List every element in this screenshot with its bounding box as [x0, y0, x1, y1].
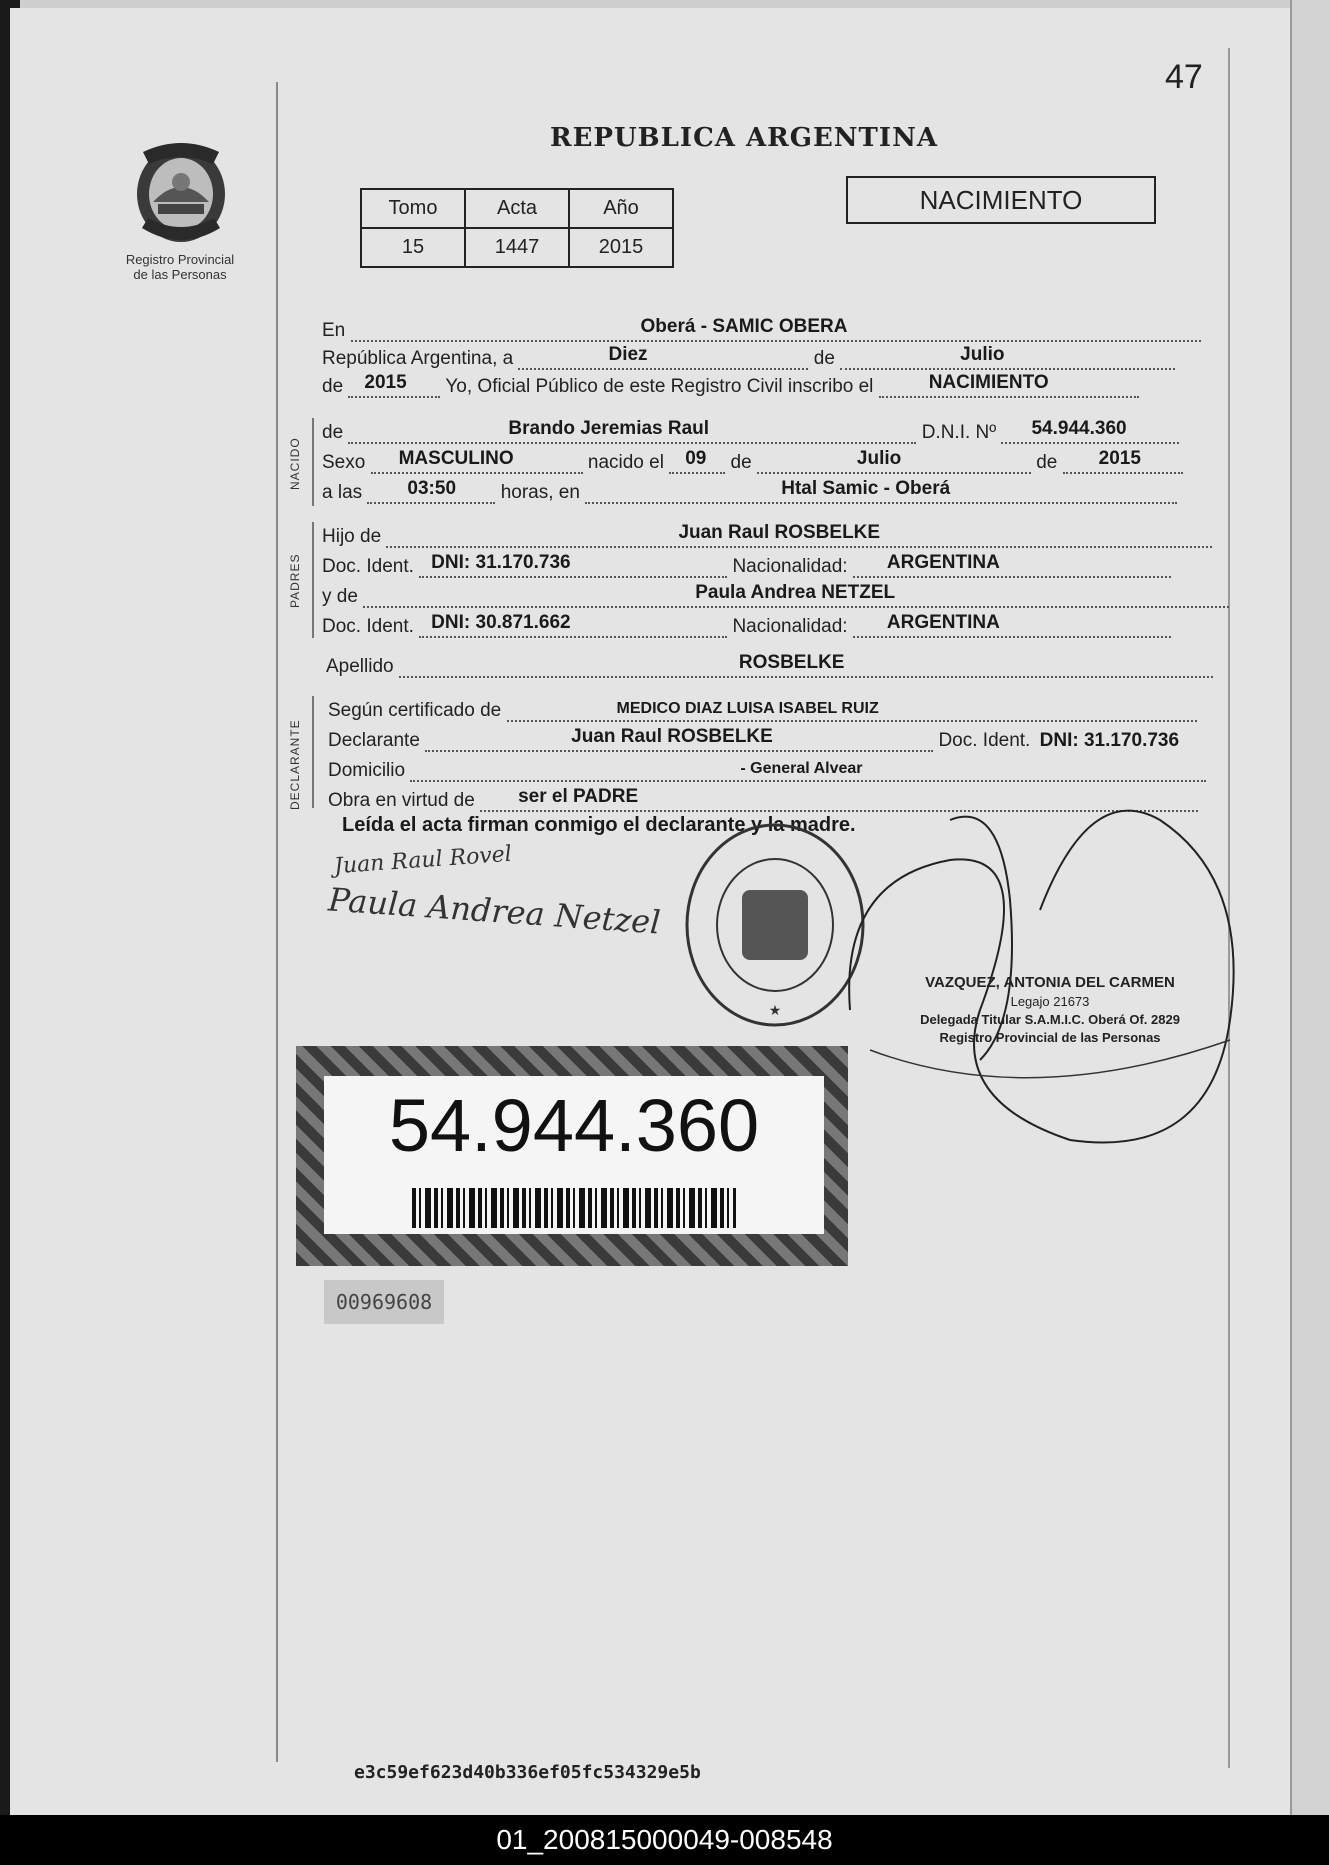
official-title: Delegada Titular S.A.M.I.C. Oberá Of. 2829 — [920, 1012, 1180, 1027]
page-number: 47 — [1165, 58, 1203, 96]
registry-name — [110, 252, 250, 282]
apellido-value: ROSBELKE — [738, 652, 845, 673]
act-type-value: NACIMIENTO — [928, 372, 1049, 393]
dni-sticker-inner — [324, 1076, 824, 1234]
dni-sticker — [296, 1046, 848, 1266]
official-name: VAZQUEZ, ANTONIA DEL CARMEN — [925, 974, 1175, 991]
de-label: de — [813, 348, 835, 369]
intro-line-2 — [322, 344, 1175, 370]
father-name-value: Juan Raul ROSBELKE — [678, 522, 881, 543]
cert-label: Según certificado de — [328, 700, 502, 721]
nacido-bracket — [312, 418, 314, 506]
reason-label: Obra en virtud de — [328, 790, 475, 811]
padres-line-2 — [322, 552, 1171, 578]
nacido-label: NACIDO — [288, 437, 302, 490]
child-name-field — [348, 418, 916, 444]
time-label: a las — [322, 482, 363, 503]
declarant-label: Declarante — [328, 730, 420, 751]
time-field — [367, 478, 495, 504]
mother-name-field — [363, 582, 1229, 608]
register-table — [360, 188, 674, 268]
table-header-tomo: Tomo — [361, 189, 465, 228]
reason-value: ser el PADRE — [518, 786, 639, 807]
stacked-page-edge — [1290, 0, 1329, 1815]
table-value-ano: 2015 — [569, 228, 673, 267]
declarant-field — [425, 726, 933, 752]
certificate-field — [507, 700, 1197, 722]
nacido-line-1 — [322, 418, 1179, 444]
child-dni-field — [1001, 418, 1179, 444]
nacido-line-2 — [322, 448, 1183, 474]
table-header-ano: Año — [569, 189, 673, 228]
closing-statement: Leída el acta firman conmigo el declarante y la madre. — [342, 814, 856, 836]
de-label: de — [730, 452, 752, 473]
time-value: 03:50 — [407, 478, 457, 499]
father-nationality-value: ARGENTINA — [886, 552, 1000, 573]
child-dni-value: 54.944.360 — [1031, 418, 1127, 439]
hours-label: horas, en — [500, 482, 580, 503]
place-field — [351, 316, 1201, 342]
coat-of-arms-icon — [128, 132, 234, 250]
certificate-value: MEDICO DIAZ LUISA ISABEL RUIZ — [616, 700, 879, 717]
birth-place-value: Htal Samic - Oberá — [781, 478, 951, 499]
document-title: REPUBLICA ARGENTINA — [550, 123, 939, 153]
registry-name-line2: de las Personas — [133, 267, 227, 282]
doc-label: Doc. Ident. — [322, 616, 414, 637]
mother-nationality-field — [853, 612, 1171, 638]
officer-text: Yo, Oficial Público de este Registro Civil inscribo el — [445, 376, 874, 397]
mother-signature: Paula Andrea Netzel — [327, 880, 662, 942]
table-header-acta: Acta — [465, 189, 569, 228]
apellido-field — [399, 652, 1213, 678]
document-hash: e3c59ef623d40b336ef05fc534329e5b — [354, 1762, 701, 1783]
father-doc-value: DNI: 31.170.736 — [431, 552, 571, 573]
y-de-label: y de — [322, 586, 358, 607]
declarant-doc-value: DNI: 31.170.736 — [1039, 730, 1180, 751]
year-value: 2015 — [364, 372, 407, 393]
padres-bracket — [312, 522, 314, 638]
en-label: En — [322, 320, 346, 341]
day-value: Diez — [608, 344, 648, 365]
nacido-line-3 — [322, 478, 1177, 504]
serial-stamp: 00969608 — [324, 1280, 444, 1324]
intro-line-3 — [322, 372, 1139, 398]
padres-label: PADRES — [288, 553, 302, 608]
official-signature-icon — [830, 760, 1250, 1160]
domicile-label: Domicilio — [328, 760, 406, 781]
official-legajo: Legajo 21673 — [1010, 994, 1090, 1009]
hijo-label: Hijo de — [322, 526, 382, 547]
mother-nationality-value: ARGENTINA — [886, 612, 1000, 633]
father-signature: Juan Raul Rovel — [333, 841, 513, 880]
declarante-bracket — [312, 696, 314, 808]
doc-label: Doc. Ident. — [322, 556, 414, 577]
birth-year-value: 2015 — [1098, 448, 1141, 469]
sex-field — [371, 448, 583, 474]
year-field — [348, 372, 440, 398]
dni-label: D.N.I. Nº — [921, 422, 997, 443]
mother-doc-field — [419, 612, 727, 638]
table-value-acta: 1447 — [465, 228, 569, 267]
father-nationality-field — [853, 552, 1171, 578]
registry-name-line1: Registro Provincial — [125, 252, 235, 267]
birth-month-field — [757, 448, 1031, 474]
birth-month-value: Julio — [856, 448, 902, 469]
declarant-value: Juan Raul ROSBELKE — [571, 726, 773, 747]
barcode-icon — [412, 1188, 736, 1228]
month-value: Julio — [960, 344, 1005, 365]
declarante-line-1 — [328, 700, 1197, 722]
birth-day-field — [669, 448, 725, 474]
mother-doc-value: DNI: 30.871.662 — [431, 612, 571, 633]
table-value-tomo: 15 — [361, 228, 465, 267]
father-name-field — [386, 522, 1212, 548]
padres-line-4 — [322, 612, 1171, 638]
document-type-box: NACIMIENTO — [846, 176, 1156, 224]
official-registry: Registro Provincial de las Personas — [939, 1030, 1161, 1045]
nationality-label: Nacionalidad: — [732, 616, 848, 637]
child-name-value: Brando Jeremias Raul — [508, 418, 710, 439]
declarante-line-2 — [328, 726, 1180, 752]
left-margin-rule — [276, 82, 278, 1762]
born-label: nacido el — [587, 452, 664, 473]
declarante-label: DECLARANTE — [288, 719, 302, 810]
footer-code: 01_200815000049-008548 — [0, 1815, 1329, 1865]
republic-label: República Argentina, a — [322, 348, 514, 369]
dni-sticker-number: 54.944.360 — [388, 1084, 760, 1167]
day-field — [518, 344, 808, 370]
de-label: de — [322, 376, 344, 397]
intro-line-1 — [322, 316, 1201, 342]
apellido-line — [326, 652, 1213, 678]
de-label: de — [322, 422, 344, 443]
birth-year-field — [1063, 448, 1183, 474]
father-doc-field — [419, 552, 727, 578]
declarant-doc-label: Doc. Ident. — [938, 730, 1031, 751]
mother-name-value: Paula Andrea NETZEL — [695, 582, 896, 603]
padres-line-3 — [322, 582, 1229, 608]
birth-day-value: 09 — [685, 448, 707, 469]
sexo-label: Sexo — [322, 452, 366, 473]
padres-line-1 — [322, 522, 1212, 548]
sex-value: MASCULINO — [398, 448, 514, 469]
svg-text:★: ★ — [768, 1003, 782, 1019]
de-label: de — [1036, 452, 1058, 473]
month-field — [840, 344, 1175, 370]
domicile-value: - General Alvear — [740, 760, 863, 777]
nationality-label: Nacionalidad: — [732, 556, 848, 577]
act-type-field — [879, 372, 1139, 398]
apellido-label: Apellido — [326, 656, 394, 677]
birth-place-field — [585, 478, 1177, 504]
place-value: Oberá - SAMIC OBERA — [640, 316, 848, 337]
